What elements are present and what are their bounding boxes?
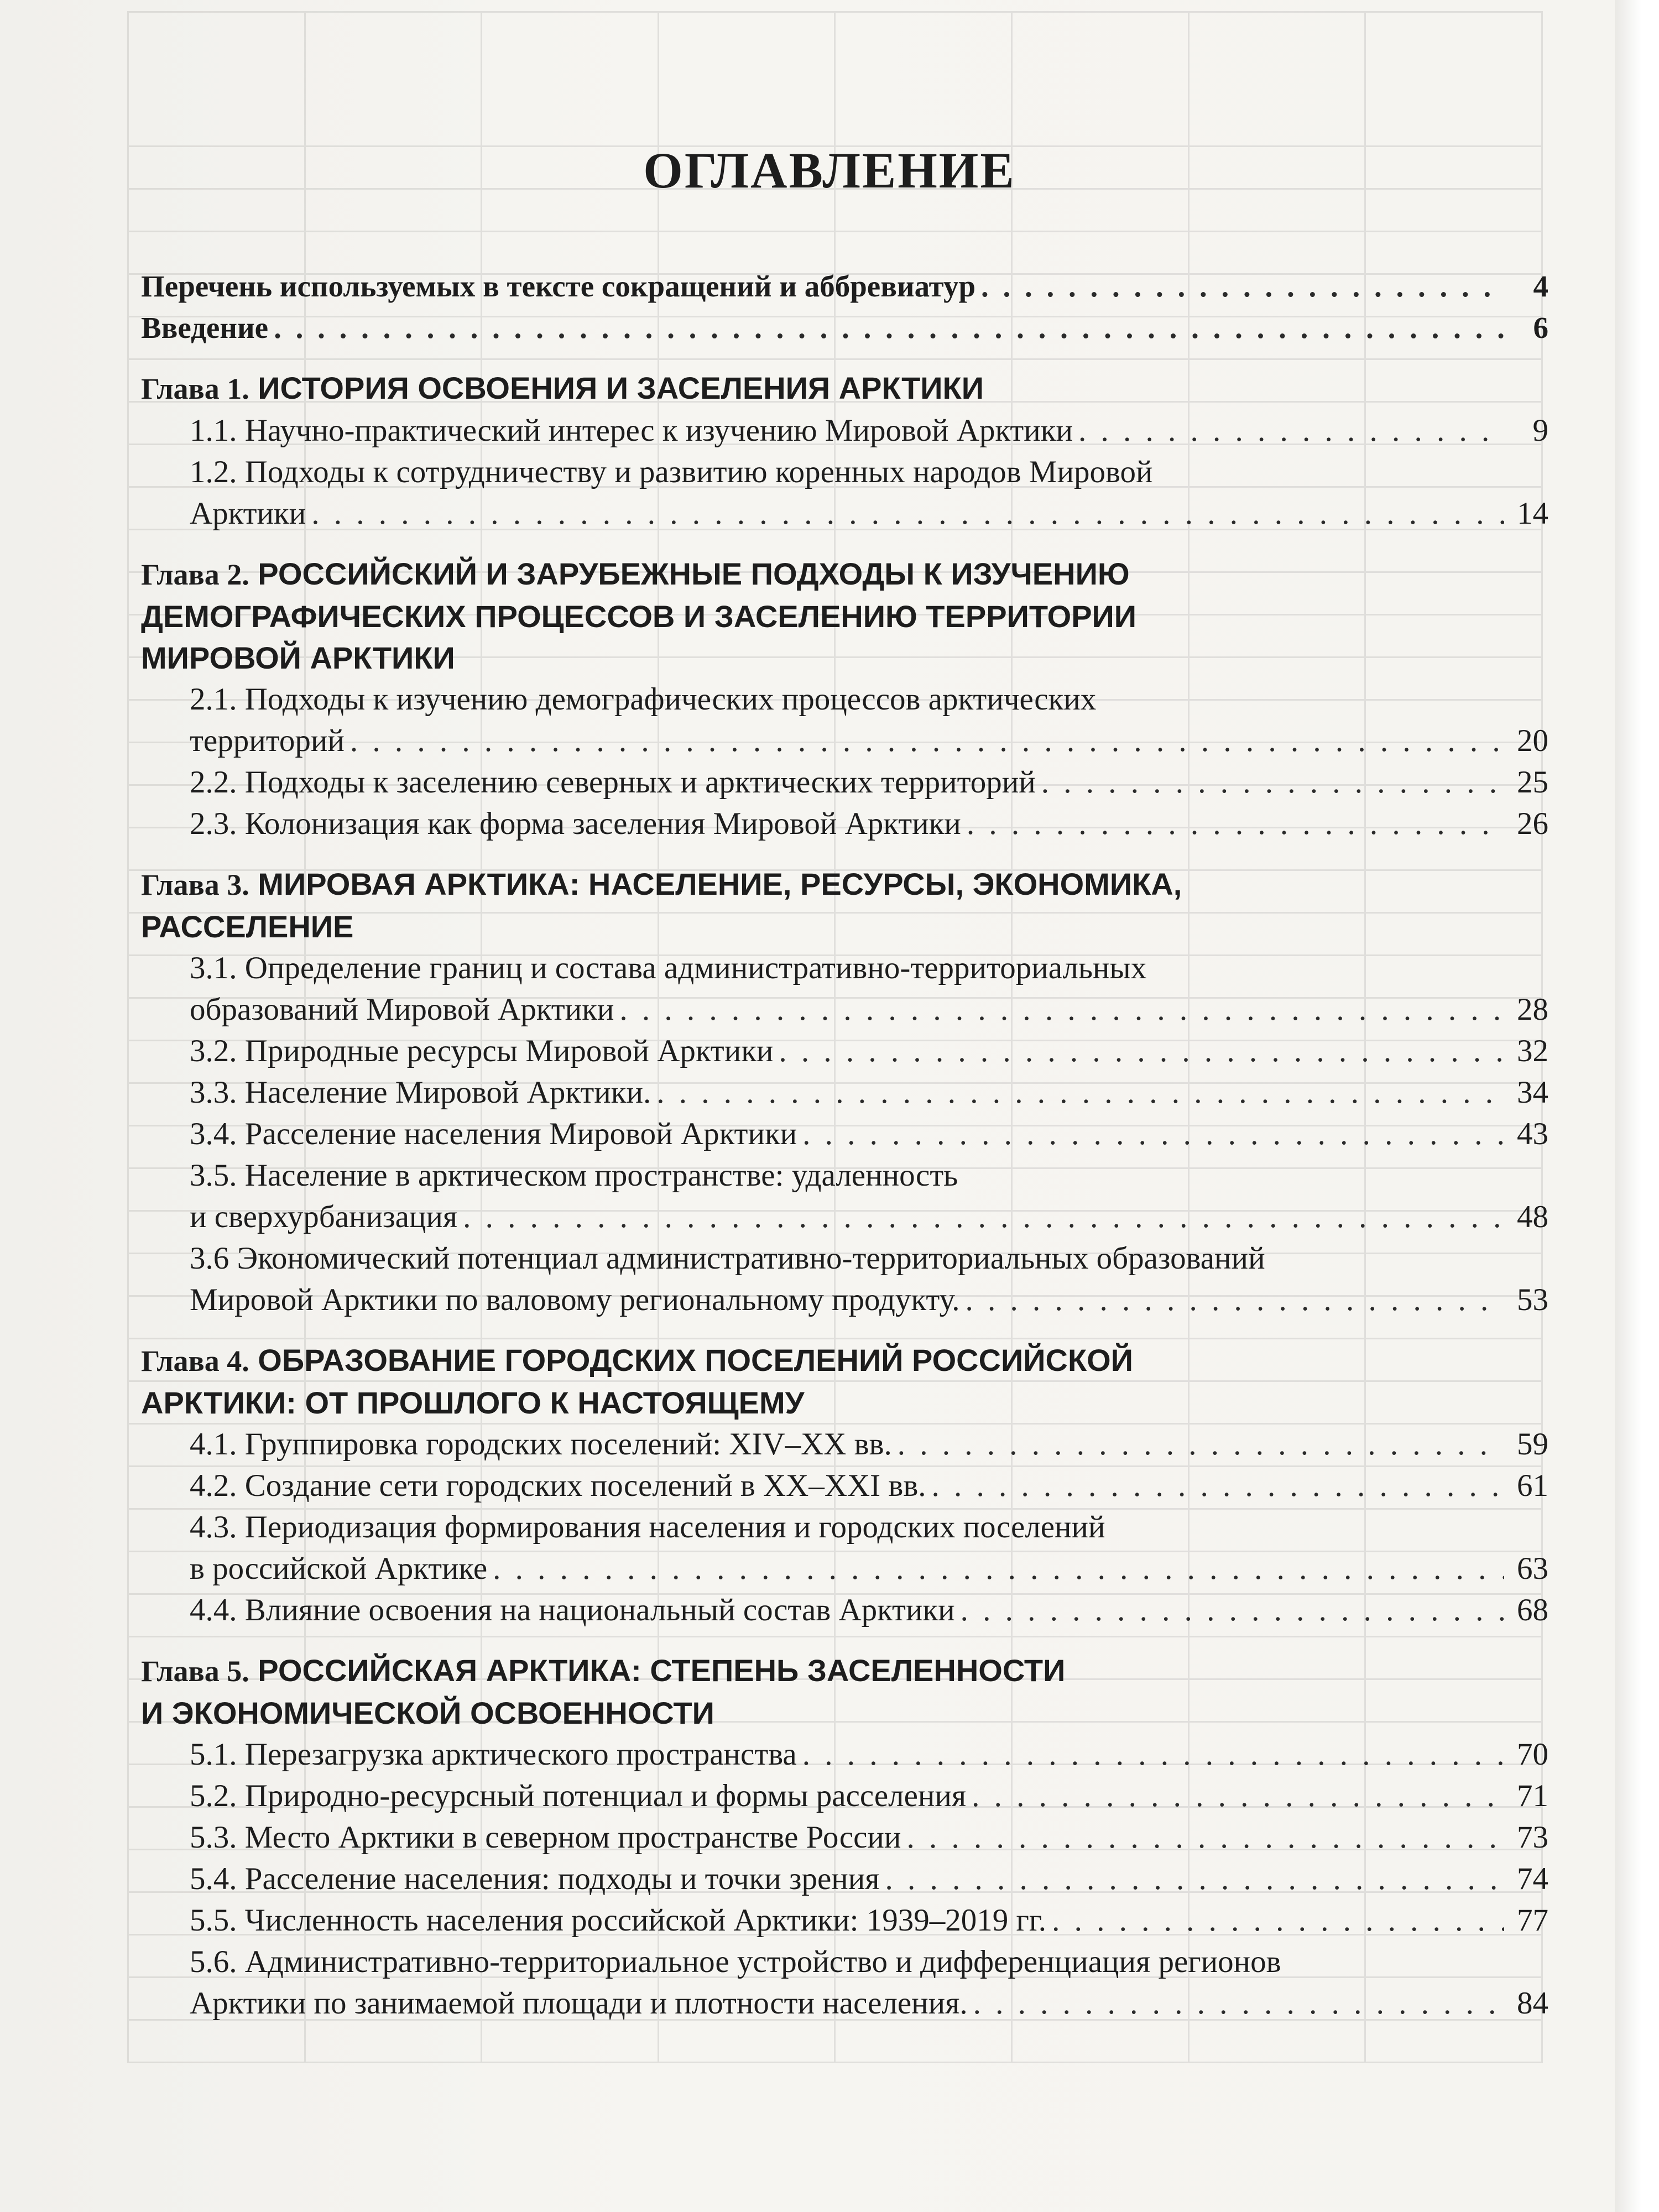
toc-entry-label: 2.1. Подходы к изучению демографических процессов арктических — [190, 682, 1097, 717]
toc-entry-label: 5.1. Перезагрузка арктического пространства — [190, 1737, 797, 1772]
toc-page-number: 32 — [1517, 1034, 1548, 1068]
chapter-title-line: РОССИЙСКАЯ АРКТИКА: СТЕПЕНЬ ЗАСЕЛЕННОСТИ — [258, 1653, 1066, 1688]
toc-entry-label: 1.2. Подходы к сотрудничеству и развитию коренных народов Мировой — [190, 455, 1153, 489]
toc-page-number: 28 — [1517, 992, 1548, 1027]
toc-entry-label-cont: в российской Арктике — [190, 1551, 488, 1586]
leader-dots — [802, 1734, 1504, 1775]
toc-section-3-2[interactable] — [141, 1030, 1548, 1072]
leader-dots — [1078, 410, 1504, 451]
toc-section-3-4[interactable] — [141, 1113, 1548, 1155]
chapter-heading-5[interactable] — [141, 1650, 1548, 1734]
leader-dots — [274, 307, 1504, 348]
toc-entry-label: 4.4. Влияние освоения на национальный состав Арктики — [190, 1593, 955, 1627]
toc-entry-label-cont: территорий — [190, 723, 345, 758]
toc-title: ОГЛАВЛЕНИЕ — [643, 142, 1016, 199]
toc-section-1-1[interactable] — [141, 410, 1548, 451]
toc-page-number: 14 — [1517, 496, 1548, 531]
toc-entry-label-cont: Арктики по занимаемой площади и плотности населения. — [190, 1986, 968, 2021]
leader-dots — [906, 1817, 1504, 1858]
toc-entry-label-cont: образований Мировой Арктики — [190, 992, 614, 1027]
toc-entry-label: 3.2. Природные ресурсы Мировой Арктики — [190, 1034, 774, 1068]
toc-section-5-4[interactable] — [141, 1858, 1548, 1900]
toc-section-1-2[interactable] — [141, 451, 1548, 534]
toc-page-number: 84 — [1517, 1986, 1548, 2021]
toc-entry-label: 5.6. Административно-территориальное устройство и дифференциация регионов — [190, 1944, 1281, 1979]
toc-entry-label: 1.1. Научно-практический интерес к изучению Мировой Арктики — [190, 413, 1073, 448]
toc-page-number: 74 — [1517, 1861, 1548, 1896]
chapter-title-line: РАССЕЛЕНИЕ — [141, 909, 354, 944]
toc-section-2-2[interactable] — [141, 761, 1548, 803]
toc-entry-label-cont: Мировой Арктики по валовому региональному продукту. — [190, 1282, 960, 1317]
toc-entry-label: 4.1. Группировка городских поселений: XIV–XX вв. — [190, 1427, 892, 1462]
leader-dots — [463, 1196, 1504, 1238]
toc-entry-introduction[interactable] — [141, 307, 1548, 348]
toc-page-number: 70 — [1517, 1737, 1548, 1772]
toc-entry-label: 5.3. Место Арктики в северном пространстве России — [190, 1820, 901, 1855]
leader-dots — [619, 989, 1504, 1030]
chapter-title-line: АРКТИКИ: ОТ ПРОШЛОГО К НАСТОЯЩЕМУ — [141, 1385, 805, 1420]
toc-entry-label: 3.6 Экономический потенциал административно-территориальных образований — [190, 1241, 1265, 1276]
leader-dots — [779, 1030, 1504, 1072]
toc-entry-label-cont: Арктики — [190, 496, 306, 531]
leader-dots — [885, 1858, 1505, 1900]
toc-entry-label: 3.5. Население в арктическом пространстве: удаленность — [190, 1158, 958, 1193]
toc-page-number: 48 — [1517, 1199, 1548, 1234]
toc-page-number: 34 — [1517, 1075, 1548, 1110]
chapter-heading-3[interactable] — [141, 863, 1548, 947]
toc-page-number: 63 — [1517, 1551, 1548, 1586]
toc-page-number: 9 — [1532, 413, 1548, 448]
toc-page-number: 53 — [1517, 1282, 1548, 1317]
toc-section-4-3[interactable] — [141, 1506, 1548, 1589]
toc-entry-label: Перечень используемых в тексте сокращений и аббревиатур — [141, 269, 976, 303]
chapter-title-line: И ЭКОНОМИЧЕСКОЙ ОСВОЕННОСТИ — [141, 1695, 714, 1730]
chapter-prefix: Глава 5. — [141, 1655, 249, 1688]
chapter-heading-1[interactable] — [141, 367, 1548, 410]
toc-entry-label: 5.2. Природно-ресурсный потенциал и формы расселения — [190, 1778, 967, 1813]
toc-page-number: 6 — [1533, 311, 1548, 345]
toc-section-5-1[interactable] — [141, 1734, 1548, 1775]
toc-section-3-1[interactable] — [141, 947, 1548, 1030]
chapter-heading-4[interactable] — [141, 1339, 1548, 1423]
toc-section-5-6[interactable] — [141, 1941, 1548, 2024]
leader-dots — [966, 1279, 1504, 1321]
chapter-title-line: ОБРАЗОВАНИЕ ГОРОДСКИХ ПОСЕЛЕНИЙ РОССИЙСКОЙ — [258, 1343, 1133, 1378]
toc-section-2-3[interactable] — [141, 803, 1548, 844]
leader-dots — [493, 1548, 1504, 1589]
leader-dots — [967, 803, 1504, 844]
leader-dots — [931, 1465, 1504, 1506]
toc-section-3-6[interactable] — [141, 1238, 1548, 1321]
toc-page-number: 20 — [1517, 723, 1548, 758]
toc-section-4-1[interactable] — [141, 1423, 1548, 1465]
chapter-title-line: МИРОВОЙ АРКТИКИ — [141, 640, 455, 675]
toc-entry-label: Введение — [141, 311, 269, 345]
chapter-prefix: Глава 4. — [141, 1344, 249, 1378]
leader-dots — [802, 1113, 1504, 1155]
toc-section-4-2[interactable] — [141, 1465, 1548, 1506]
leader-dots — [311, 493, 1504, 534]
toc-page-number: 77 — [1517, 1903, 1548, 1938]
toc-page-number: 26 — [1517, 806, 1548, 841]
chapter-prefix: Глава 1. — [141, 372, 249, 405]
toc-page-number: 25 — [1517, 765, 1548, 800]
toc-entry-label: 5.4. Расселение населения: подходы и точки зрения — [190, 1861, 880, 1896]
toc-entry-label: 2.3. Колонизация как форма заселения Мировой Арктики — [190, 806, 961, 841]
leader-dots — [350, 720, 1504, 761]
chapter-title-line: МИРОВАЯ АРКТИКА: НАСЕЛЕНИЕ, РЕСУРСЫ, ЭКОНОМИКА, — [258, 867, 1182, 901]
chapter-prefix: Глава 3. — [141, 868, 249, 901]
toc-section-3-3[interactable] — [141, 1072, 1548, 1113]
toc-page-number: 71 — [1517, 1778, 1548, 1813]
leader-dots — [972, 1775, 1504, 1817]
leader-dots — [973, 1983, 1504, 2024]
toc-page-number: 61 — [1517, 1468, 1548, 1503]
toc-entry-label: 3.3. Население Мировой Арктики. — [190, 1075, 651, 1110]
toc-page-number: 68 — [1517, 1593, 1548, 1627]
toc-section-4-4[interactable] — [141, 1589, 1548, 1631]
toc-entry-label: 4.3. Периодизация формирования населения и городских поселений — [190, 1510, 1105, 1545]
chapter-title-line: РОССИЙСКИЙ И ЗАРУБЕЖНЫЕ ПОДХОДЫ К ИЗУЧЕНИЮ — [258, 556, 1130, 591]
chapter-title-line: ДЕМОГРАФИЧЕСКИХ ПРОЦЕССОВ И ЗАСЕЛЕНИЮ ТЕРРИТОРИИ — [141, 599, 1137, 634]
leader-dots — [1052, 1900, 1504, 1941]
toc-page-number: 4 — [1533, 269, 1548, 303]
toc-section-5-5[interactable] — [141, 1900, 1548, 1941]
toc-section-3-5[interactable] — [141, 1155, 1548, 1238]
chapter-title-line: ИСТОРИЯ ОСВОЕНИЯ И ЗАСЕЛЕНИЯ АРКТИКИ — [258, 371, 984, 405]
leader-dots — [1041, 761, 1504, 803]
toc-section-5-3[interactable] — [141, 1817, 1548, 1858]
toc-entry-label: 4.2. Создание сети городских поселений в XX–XXI вв. — [190, 1468, 926, 1503]
toc-page-number: 59 — [1517, 1427, 1548, 1462]
toc-section-5-2[interactable] — [141, 1775, 1548, 1817]
toc-page-number: 73 — [1517, 1820, 1548, 1855]
toc-entry-label-cont: и сверхурбанизация — [190, 1199, 458, 1234]
chapter-heading-2[interactable] — [141, 553, 1548, 679]
toc-page-number: 43 — [1517, 1117, 1548, 1151]
leader-dots — [656, 1072, 1504, 1113]
chapter-prefix: Глава 2. — [141, 558, 249, 591]
toc-entry-label: 2.2. Подходы к заселению северных и арктических территорий — [190, 765, 1036, 800]
toc-entry-abbreviations[interactable] — [141, 265, 1548, 307]
toc-section-2-1[interactable] — [141, 679, 1548, 761]
leader-dots — [981, 265, 1504, 307]
leader-dots — [961, 1589, 1504, 1631]
page-edge — [1615, 0, 1659, 2212]
leader-dots — [898, 1423, 1504, 1465]
toc-entry-label: 3.1. Определение границ и состава административно-территориальных — [190, 951, 1147, 985]
toc-entry-label: 3.4. Расселение населения Мировой Арктики — [190, 1117, 797, 1151]
toc-entry-label: 5.5. Численность населения российской Арктики: 1939–2019 гг. — [190, 1903, 1047, 1938]
table-of-contents — [141, 265, 1548, 2024]
